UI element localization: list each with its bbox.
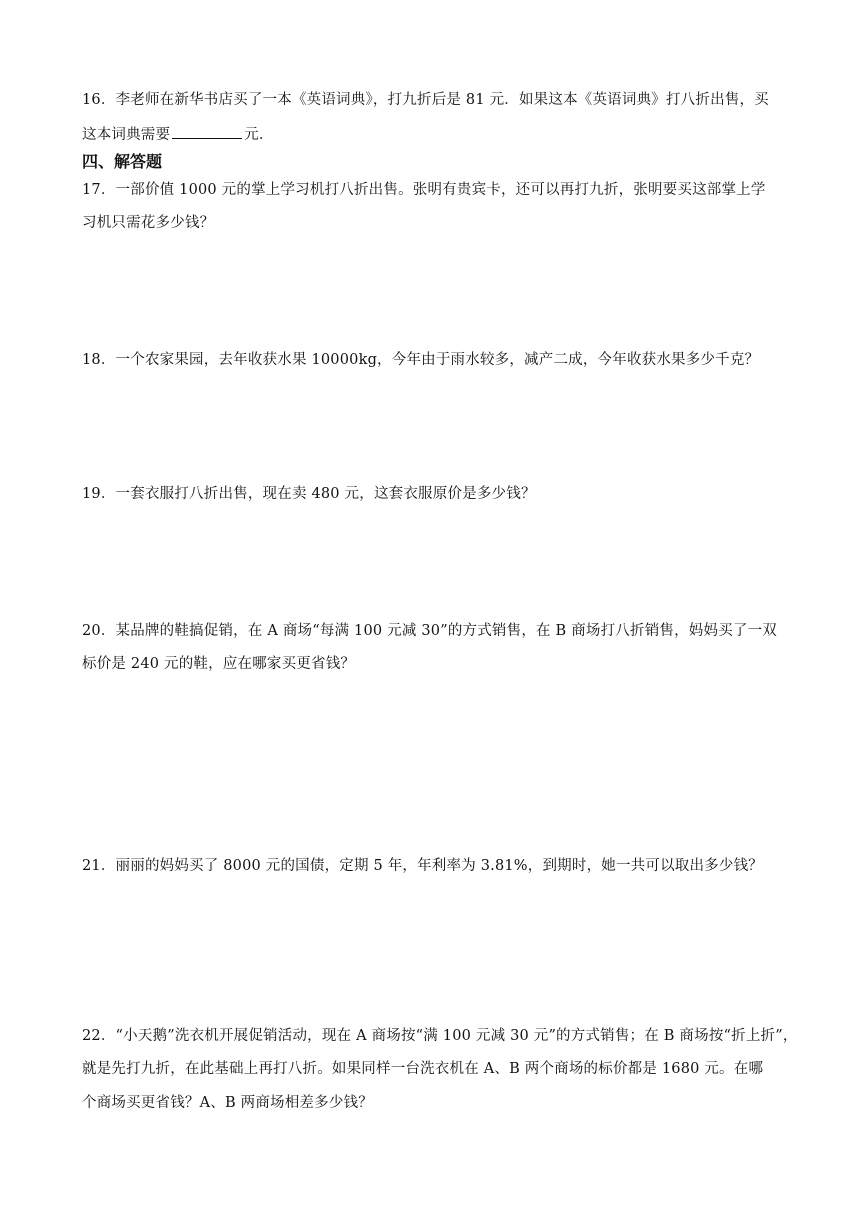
question-19-line-1: 19．一套衣服打八折出售，现在卖 480 元，这套衣服原价是多少钱？	[82, 486, 536, 502]
question-21-line-1: 21．丽丽的妈妈买了 8000 元的国债，定期 5 年，年利率为 3.81%，到期时，她一共可以取出多少钱？	[82, 858, 763, 874]
question-16-line-1: 16．李老师在新华书店买了一本《英语词典》，打九折后是 81 元．如果这本《英语词典》打八折出售，买	[82, 92, 769, 108]
question-20-line-2: 标价是 240 元的鞋，应在哪家买更省钱？	[82, 656, 356, 672]
question-17-line-2: 习机只需花多少钱？	[82, 215, 215, 231]
question-16-text-before-blank: 这本词典需要	[82, 127, 171, 143]
question-18-line-1: 18．一个农家果园，去年收获水果 10000kg，今年由于雨水较多，减产二成，今年收获水果多少千克？	[82, 352, 760, 368]
question-22-line-2: 就是先打九折，在此基础上再打八折。如果同样一台洗衣机在 A、B 两个商场的标价都是 1680 元。在哪	[82, 1061, 764, 1077]
question-22-line-1: 22．“小天鹅”洗衣机开展促销活动，现在 A 商场按“满 100 元减 30 元”的方式销售；在 B 商场按“折上折”，	[82, 1028, 798, 1044]
question-16-text-after-blank: 元．	[244, 127, 274, 143]
question-22-line-3: 个商场买更省钱？A、B 两商场相差多少钱？	[82, 1095, 373, 1111]
question-17-line-1: 17．一部价值 1000 元的掌上学习机打八折出售。张明有贵宾卡，还可以再打九折，张明要买这部掌上学	[82, 182, 766, 198]
section-heading: 四、解答题	[82, 152, 163, 171]
answer-blank[interactable]	[172, 124, 242, 139]
question-16-line-2	[82, 124, 274, 145]
question-20-line-1: 20．某品牌的鞋搞促销，在 A 商场“每满 100 元减 30”的方式销售，在 B 商场打八折销售，妈妈买了一双	[82, 623, 777, 639]
